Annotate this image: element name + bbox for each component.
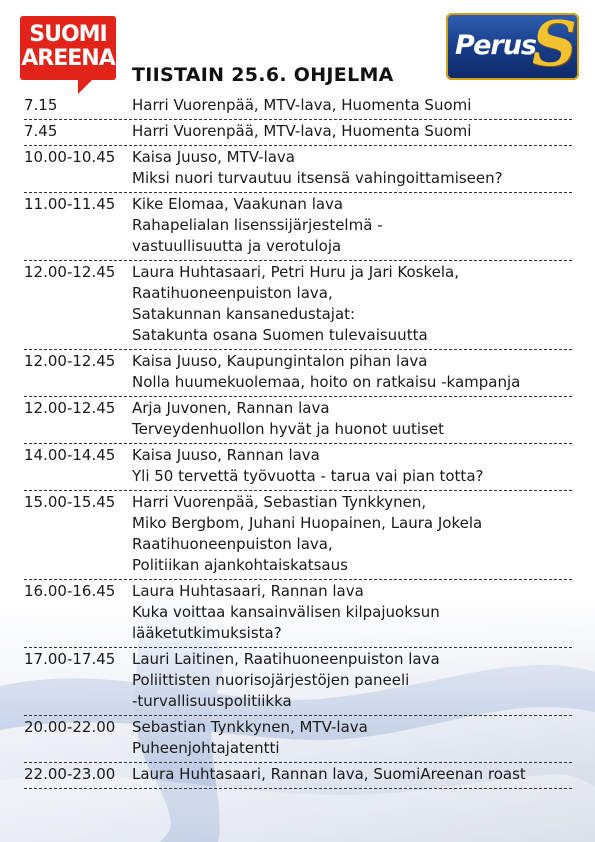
program-line: Miksi nuori turvautuu itsensä vahingoittamiseen?	[132, 169, 503, 187]
program-time: 14.00-14.45	[24, 446, 116, 464]
program-description	[132, 717, 572, 759]
program-line: Laura Huhtasaari, Rannan lava	[132, 582, 364, 600]
program-line: lääketutkimuksista?	[132, 624, 282, 642]
program-time: 12.00-12.45	[24, 352, 116, 370]
program-row	[24, 444, 572, 491]
program-line: Kuka voittaa kansainvälisen kilpajuoksun	[132, 603, 440, 621]
program-row	[24, 94, 572, 120]
program-line: Terveydenhuollon hyvät ja huonot uutiset	[132, 420, 444, 438]
program-description	[132, 398, 572, 440]
program-line: Lauri Laitinen, Raatihuoneenpuiston lava	[132, 650, 440, 668]
program-line: Laura Huhtasaari, Petri Huru ja Jari Koskela,	[132, 263, 460, 281]
program-description	[132, 262, 572, 346]
program-description	[132, 492, 572, 576]
program-time: 16.00-16.45	[24, 582, 116, 600]
logo-text-suomi: SUOMI	[29, 22, 107, 47]
program-description	[132, 581, 572, 644]
program-description	[132, 764, 572, 785]
program-row	[24, 397, 572, 444]
program-description	[132, 194, 572, 257]
program-line: Kaisa Juuso, Rannan lava	[132, 446, 320, 464]
program-line: Sebastian Tynkkynen, MTV-lava	[132, 718, 368, 736]
program-line: Kike Elomaa, Vaakunan lava	[132, 195, 344, 213]
suomiareena-logo	[20, 16, 116, 94]
program-line: Rahapelialan lisenssijärjestelmä -	[132, 216, 383, 234]
program-time: 15.00-15.45	[24, 493, 116, 511]
program-time: 17.00-17.45	[24, 650, 116, 668]
program-description	[132, 121, 572, 142]
program-description	[132, 445, 572, 487]
program-line: Poliittisten nuorisojärjestöjen paneeli	[132, 671, 410, 689]
perussuomalaiset-logo	[446, 7, 579, 80]
program-list	[24, 94, 572, 789]
program-row	[24, 193, 572, 261]
program-row	[24, 580, 572, 648]
program-line: Harri Vuorenpää, MTV-lava, Huomenta Suomi	[132, 96, 472, 114]
program-line: Puheenjohtajatentti	[132, 739, 280, 757]
program-description	[132, 95, 572, 116]
program-description	[132, 351, 572, 393]
program-line: Raatihuoneenpuiston lava,	[132, 284, 333, 302]
logo-letter-s: S	[532, 7, 577, 80]
program-line: Kaisa Juuso, Kaupungintalon pihan lava	[132, 352, 428, 370]
program-time: 12.00-12.45	[24, 399, 116, 417]
program-line: Harri Vuorenpää, Sebastian Tynkkynen,	[132, 493, 427, 511]
program-row	[24, 120, 572, 146]
program-line: Miko Bergbom, Juhani Huopainen, Laura Jokela	[132, 514, 483, 532]
program-line: vastuullisuutta ja verotuloja	[132, 237, 342, 255]
program-row	[24, 648, 572, 716]
program-line: Nolla huumekuolemaa, hoito on ratkaisu -kampanja	[132, 373, 521, 391]
program-time: 20.00-22.00	[24, 718, 116, 736]
page-title: TIISTAIN 25.6. OHJELMA	[132, 64, 394, 86]
logo-text-areena: AREENA	[21, 46, 115, 71]
program-line: Satakunta osana Suomen tulevaisuutta	[132, 326, 428, 344]
program-row	[24, 146, 572, 193]
program-line: Raatihuoneenpuiston lava,	[132, 535, 333, 553]
logo-text-perus: Perus	[455, 30, 536, 61]
program-row	[24, 350, 572, 397]
program-line: -turvallisuuspolitiikka	[132, 692, 292, 710]
program-time: 11.00-11.45	[24, 195, 116, 213]
program-row	[24, 261, 572, 350]
program-time: 12.00-12.45	[24, 263, 116, 281]
program-row	[24, 716, 572, 763]
program-time: 10.00-10.45	[24, 148, 116, 166]
program-line: Politiikan ajankohtaiskatsaus	[132, 556, 348, 574]
program-line: Satakunnan kansanedustajat:	[132, 305, 356, 323]
program-description	[132, 649, 572, 712]
program-row	[24, 763, 572, 789]
program-row	[24, 491, 572, 580]
program-line: Yli 50 tervettä työvuotta - tarua vai pian totta?	[132, 467, 484, 485]
program-line: Laura Huhtasaari, Rannan lava, SuomiAreenan roast	[132, 765, 526, 783]
program-time: 7.15	[24, 96, 58, 114]
program-line: Arja Juvonen, Rannan lava	[132, 399, 330, 417]
program-description	[132, 147, 572, 189]
program-line: Kaisa Juuso, MTV-lava	[132, 148, 296, 166]
program-time: 7.45	[24, 122, 58, 140]
program-time: 22.00-23.00	[24, 765, 116, 783]
program-line: Harri Vuorenpää, MTV-lava, Huomenta Suomi	[132, 122, 472, 140]
